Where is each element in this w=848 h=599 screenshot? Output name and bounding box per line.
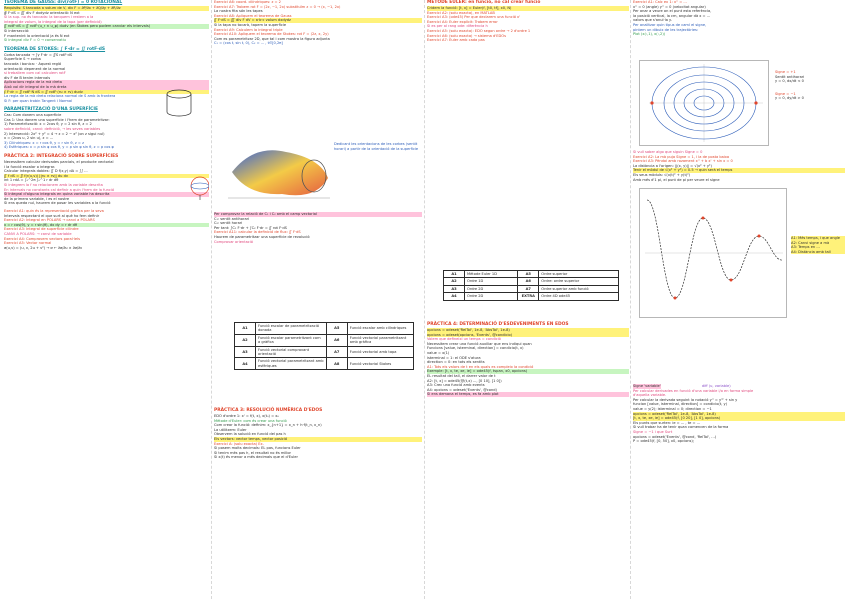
- formula-line: Exemple: [t, x, te, xe, ie] = ode45(f, tspan, x0, opcions): [427, 369, 629, 374]
- note-line: 2) Intersecció: 2x² + y² = 4 → z = 2 − x² (on z sigui nul): [4, 131, 105, 136]
- note-line: funcion [value, isterminal, direction] = condicio(t, y): [633, 402, 728, 407]
- note-line: C₁: sentit antihorari: [214, 216, 250, 221]
- note-line: En intervals no constants cal definir a quin l'hem de la funció: [4, 187, 115, 192]
- exercise-line: Exercici A1: quin és la representació gràfica per la seva: [4, 208, 104, 213]
- note-line: Cas 1: Una donem una superfície i l'hem de parametritzar:: [4, 117, 110, 122]
- note-line: Si posem molts decimals: EL pas, funcions Euler: [214, 446, 301, 451]
- note-line: Com crear la funció: definim: x_{n+1} = x_n + h·f(t_n, x_n): [214, 423, 322, 428]
- note-line: Haurem de parametritzar una superfície de revolució: [214, 234, 310, 239]
- table-row: [444, 285, 619, 292]
- note-line: La nostra fita són les tapes: [214, 9, 263, 14]
- section-title-practica2: PRÀCTICA 2: INTEGRACIÓ SOBRE SUPERFÍCIES: [4, 154, 119, 160]
- table-cell-key: A4: [235, 358, 256, 370]
- plot-note: Signe = +1: [775, 70, 796, 74]
- note-line: Si ens demana el temps, es fa amb plot: [427, 392, 629, 397]
- exercise-line: Exercici A3: Integral de superfície cilindre: [4, 227, 79, 232]
- note-line: Si intersecció:: [4, 28, 30, 33]
- table-row: [444, 293, 619, 300]
- formula-line: C₁ = (cos t, sin t, 0), C₂ = ... , t∈[0,2π]: [214, 41, 283, 46]
- formula-line: ∯ F·dS = ∭ div F dxdydz orientació: N ext: [4, 10, 80, 15]
- formula-line: [t, x, te, xe, ie] = ode45(f, [0 20], [1 0], opcions): [633, 416, 845, 421]
- side-note: A4: Distància amb tall: [791, 250, 845, 255]
- note-line: Això vol dir integral de la mà dreta: [4, 85, 209, 90]
- note-line: La utilitzem: Euler: [214, 427, 247, 432]
- note-line: Si integral d'alguna integrals en quina variable ha descrita: [4, 192, 209, 197]
- table-cell-key: A8: [326, 358, 347, 370]
- table-cell-key: A4: [444, 293, 465, 300]
- note-line: Els seus mòduls: √(x(t)² + y(t)²): [633, 172, 691, 177]
- side-note: A2: Canvi signe a mà: [791, 241, 845, 246]
- table-cell: Funció vectorial comprovant orientació: [256, 346, 327, 358]
- note-line: d'aquella variable.: [633, 393, 667, 398]
- note-line: Com es parametritzar 2D, que tal i com mostra la figura adjunta: [214, 36, 330, 41]
- note-line: 1) Parametrització: x = 2cos θ, y = 2 sin θ, z = 2: [4, 122, 92, 127]
- exercise-line: A1: Tots els valors de t en els quals es compleix la condició: [427, 364, 534, 369]
- table-row: [235, 346, 414, 358]
- exercise-line: Exercici A6: coord. cilíndriques: z = 2: [214, 0, 281, 4]
- note-line: Signe 'variable': [633, 384, 661, 388]
- side-note: A1: Més temps, i que angle: [791, 236, 845, 241]
- table-cell-key: A2: [235, 334, 256, 346]
- exercise-line: Exercici A7: Trobem rot F = (2z, −1, 2x) substituïm z = 0 → (x, −1, 2x): [214, 4, 341, 9]
- note-line: Calcular integrals dobles: ∬ D f(x,y) dA = ∫∫ ...: [4, 169, 88, 174]
- table-cell: Funció escalar amb cilíndriques: [347, 323, 413, 335]
- note-line: Si x(t) és menor a més decimals que el d'Euler: [214, 455, 298, 460]
- table-cell: Ordre 4D ode45: [539, 293, 619, 300]
- note-line: Comprovar orientació: [214, 239, 253, 244]
- note-line: Cas: Com donem una superfície: [4, 113, 62, 118]
- formula-line: ∬ rotF·dS = ∬ rotF·(u_r × u_φ) dudv (en Stokes pero podem canviar els intervals): [4, 24, 209, 29]
- table-cell: Mètode Euler 1D: [465, 271, 518, 278]
- note-line: Si la sup. no és tancada: la tanquem i restem a la: [4, 15, 94, 20]
- table-cell-key: A3: [235, 346, 256, 358]
- exercise-line: Exercici A7: Euler amb cada pas: [427, 38, 485, 43]
- table-cell-key: EXTRA: [518, 293, 539, 300]
- table-row: [444, 271, 619, 278]
- note-line: Si la tapa no tocarà, tapem la superfície: [214, 22, 287, 27]
- table-row: [235, 358, 414, 370]
- table-cell-key: A7: [326, 346, 347, 358]
- plot-note: y = 0, dy/dt > 0: [775, 96, 804, 101]
- note-line: sobre definició, canvi: definició, → les seves variables: [4, 127, 101, 132]
- exercise-line: Intervals respectant el que surt al què ho fem definir: [4, 213, 100, 218]
- note-line: Els vectors: vector temps, vector posició: [214, 437, 422, 442]
- note-line: orientació: depenent de la normal: [4, 66, 66, 71]
- note-line: La regla de la mà dreta relaciona normal de S amb la frontera: [4, 94, 116, 99]
- note-line: Plot (x(:,1), x(:,2)): [633, 32, 666, 37]
- exercise-line: Exercici A5: Vector normal: [4, 241, 52, 246]
- exercise-line: Exercici A1: Calc ex 1: x'' = ...: [633, 0, 687, 4]
- note-line: Aplicacions regla de la mà dreta: [4, 80, 209, 85]
- note-line: Si es per al rang ode: diferència h: [427, 24, 488, 29]
- note-line: Necessitem crear una funció auxiliar que ens indiqui quan: [427, 341, 532, 346]
- note-line: La distància a l'origen: ||(x, y)|| = √(x² + y²): [633, 163, 712, 168]
- exercise-summary-table: [234, 322, 414, 370]
- note-line: int 1 rdA = ∫₀^2π ∫₀^1 r dr dθ: [4, 178, 59, 183]
- table-row: [235, 323, 414, 335]
- figure-caption: Dedicant les orientacions de les corbes (sentit horari) a partir de la orientació de la superfície: [334, 142, 419, 151]
- note-line: Si F: per quan trobin Tangent i Normal: [4, 98, 73, 103]
- exercise-summary-table: [443, 270, 619, 301]
- phase-portrait-plot-icon: [639, 60, 769, 146]
- table-cell-key: A1: [444, 271, 465, 278]
- table-cell: Ordre superior: [539, 271, 619, 278]
- column-2: [214, 0, 422, 599]
- exercise-line: Exercici A10: Apliquem el teorema de Stokes: rot F = (2z, x, 2y): [214, 32, 329, 37]
- note-line: Si ens queda nul, haurem de posar les variables a la funció: [4, 201, 111, 206]
- table-cell: Ordre superior amb funció: [539, 285, 619, 292]
- cylinder-sketch-icon: [159, 88, 199, 118]
- side-note: A3: Temps en ...: [791, 245, 845, 250]
- note-line: C₂: sentit horari: [214, 221, 243, 226]
- exercise-line: Exercici A3: (ode45) Per que declarem una funció x': [427, 15, 521, 20]
- formula-line: ∮ F·dr = ∬ rotF·N dS = ∬ rotF·(ru × rv) dudv: [4, 90, 209, 95]
- note-line: EL resultat del tall, el darrer valor de t: [427, 373, 496, 378]
- damped-oscillation-plot-icon: [639, 188, 787, 318]
- exercise-line: Exercici A6: (solu exacta) → sistema d'EDOs: [427, 33, 506, 38]
- table-cell: Funció escalar de parametrització donada: [256, 323, 327, 335]
- note-line: Per anar a veure on el punt esta referència,: [633, 9, 712, 14]
- note-line: 4) Esfèriques: x = ρ sin φ cos θ, y = ρ sin φ sin θ, z = ρ cos φ: [4, 145, 114, 150]
- section-title-gauss: TEOREMA DE GAUSS: div(rotF) = 0 ROTACIONAL: [4, 0, 123, 5]
- formula-line: ∬ f dS = ∬ f(r(u,v)) ||ru × rv|| du dv: [4, 174, 209, 179]
- section-title-practica4: PRÀCTICA 4: DETERMINACIÓ D'ESDEVENIMENTS EN EDOS: [427, 322, 569, 327]
- formula-line: Cridem la funció: [t, x] = Euler(f, [t0, tf], x0, N): [427, 6, 629, 11]
- formula-line: opcions = odeset(opcions, 'Events', @condicio): [427, 333, 629, 338]
- table-cell: Ordre: ordre superior: [539, 278, 619, 285]
- table-cell: Funció escalar parametritzant com a gràfica: [256, 334, 327, 346]
- note-line: EDO d'ordre 1: x' = f(t, x), x(t₀) = x₀: [214, 414, 279, 418]
- surface-figure-icon: [224, 138, 334, 206]
- note-line: isterminal = 1: el ODE s'atura: [427, 355, 481, 360]
- table-cell-key: A7: [518, 285, 539, 292]
- table-cell-key: A6: [326, 334, 347, 346]
- note-line: Per calcular la derivada seguint la notació y'' = y'² + sin y: [633, 397, 738, 402]
- note-line: Necessitem calcular derivades parcials, el producte vectorial: [4, 160, 114, 165]
- plot-note: y = 0, dx/dt < 0: [775, 79, 804, 84]
- note-line: Superfície S → corba: [4, 57, 41, 62]
- exercise-line: Exercici A: (solu exacta) Ex.: [214, 441, 264, 446]
- exercise-line: Exercici A4: Comprovem vectors paral·lels: [4, 236, 80, 241]
- note-line: Si vull saber algo que siguin Signe = 0: [633, 150, 703, 154]
- table-cell-key: A6: [518, 278, 539, 285]
- table-cell: Ordre 2D: [465, 293, 518, 300]
- formula-line: ∬ F·dS = ∭ div F dV = a·b·c volum dxdydz: [214, 18, 422, 23]
- note-line: Requisits: S tancada a volum de V, div F = ∂P/∂x + ∂Q/∂y + ∂R/∂z: [4, 6, 209, 11]
- note-line: F mantenint la orientació ja és N ext: [4, 33, 70, 38]
- note-line: div F de B tenim intervals: [4, 75, 51, 80]
- note-line: Per comprovar la relació de C₁ i C₂ amb el camp vectorial: [214, 212, 422, 217]
- column-3: [427, 0, 629, 599]
- note-line: Observem la solució en funció del pas h: [214, 432, 286, 437]
- plot-note: Sentit antihorari: [775, 74, 805, 79]
- exercise-line: Exercici A8: Apliquem el teorema de Gauss: [214, 13, 292, 18]
- table-cell-key: A3: [444, 285, 465, 292]
- formula-line: Per tant: ∫C₁ F·dr + ∫C₂ F·dr = ∬ rot F·dS: [214, 225, 287, 230]
- note-line: i la funció escalar o integrar.: [4, 164, 56, 169]
- note-line: Volem que defineixi un temps = condició: [427, 337, 501, 342]
- table-row: [444, 278, 619, 285]
- exercise-line: Exercici A4: Euler explícit: Trobem error: [427, 19, 498, 24]
- note-line: Per calcular derivades en funció d'una variable i/o en forma simple: [633, 388, 754, 393]
- note-line: Tenir el mòdul de √(x² + y²) = 0.5 → quin serà el temps: [633, 168, 845, 173]
- table-cell: Ordre 1D: [465, 278, 518, 285]
- note-line: A2: [t, x] = ode45(@(t,x) ..., [0 10], [1 0]): [427, 378, 502, 383]
- exercise-line: Exercici A5: (solu exacta): EDO segon ordre → 2 d'ordre 1: [427, 28, 531, 33]
- exercise-line: Exercici A2: Integral en POLARS → canvi a POLARS: [4, 218, 95, 223]
- note-line: x = (2cos u, 2 sin u), z = ...: [4, 136, 54, 141]
- table-cell: Funció vectorial amb tapa: [347, 346, 413, 358]
- table-cell: Ordre 2D: [465, 285, 518, 292]
- note-line: pintem un dibuix de les trajectòries:: [633, 27, 699, 32]
- note-line: tancada i bonica: · Aquest regló: [4, 61, 62, 66]
- note-line: Funcions [value, isterminal, direction] = condicio(t, x): [427, 346, 524, 351]
- note-line: la posició vertical, la cm, angular dà x = ...: [633, 13, 711, 18]
- section-title-euler: MÈTODE EULER: en funció, no cal crear funció: [427, 0, 541, 5]
- note-line: 3) Cilíndriques: x = r cos θ, y = r sin θ, z = z: [4, 140, 84, 145]
- column-4: [633, 0, 845, 599]
- note-line: Si vull trobar ha de tenir quan comencen de la forma: [633, 425, 729, 430]
- plot-note: Signe = −1: [775, 91, 796, 96]
- exercise-line: Exercici A3: Pèndol amb rozament x'' + b x' + sin x = 0: [633, 159, 733, 164]
- formula-line: opcions = odeset('RelTol', 1e-8, 'AbsTol', 1e-8): [633, 412, 845, 417]
- note-line: x'' = 0 (angle) y'' = 0 (velocitat angular): [633, 4, 706, 9]
- exercise-line: Exercici A2: (solu exacta), en MATLAB: [427, 10, 495, 15]
- note-line: Mètode d'Euler: com és crear una funció: [214, 418, 287, 423]
- exercise-line: CANVI A POLARS: → canvi de variable: [4, 231, 72, 236]
- sphere-sketch-icon: [189, 175, 209, 201]
- exercise-line: Exercici A9: Calculem la integral triple: [214, 27, 283, 32]
- note-line: Amb més d'1 pi, el punt de pi per veure el signe: [633, 177, 720, 182]
- note-line: si treballem com cal calculem rotF: [4, 71, 66, 76]
- column-divider: [211, 0, 213, 599]
- note-line: Si integrem la f no relacionem amb la variable descrita: [4, 183, 103, 187]
- note-line: Per analitzar quin tipus de camí el signe,: [633, 22, 707, 27]
- exercise-line: Exercici A11: calcular la definició de flux: ∬ F·dS: [214, 230, 301, 235]
- note-line: value = x(1): [427, 350, 450, 355]
- table-cell-key: A5: [518, 271, 539, 278]
- note-line: integral de volum, la integral de la tapa (per definició): [4, 19, 102, 24]
- table-row: [235, 334, 414, 346]
- section-title-param: PARAMETRITZACIÓ D'UNA SUPERFÍCIE: [4, 107, 99, 113]
- table-cell-key: A5: [326, 323, 347, 335]
- table-cell-key: A2: [444, 278, 465, 285]
- section-title-stokes: TEOREMA DE STOKES: ∫ F·dr = ∬ rotF·dS: [4, 46, 106, 52]
- note-line: Signe = −1 i que Surt: [633, 429, 673, 434]
- section-title-practica3: PRÀCTICA 3: RESOLUCIÓ NUMÈRICA D'EDOS: [214, 408, 323, 413]
- table-cell-key: A1: [235, 323, 256, 335]
- note-line: Els punts que surten: ie = ... , te = ...: [633, 420, 701, 425]
- note-line: P = ode45(f, [0, 50], x0, opcions);: [633, 439, 695, 444]
- note-line: Si integral div F = 0 → conservatiu: [4, 38, 66, 43]
- table-cell: Funció vectorial Stokes: [347, 358, 413, 370]
- column-divider: [630, 0, 632, 599]
- exercise-line: σ(u,v) = (u, v, 2u + v²) → σ ← ∂σ/∂u × ∂σ/∂v: [4, 245, 83, 250]
- table-cell: Funció vectorial parametritzant amb esfèriques: [256, 358, 327, 370]
- formula-line: opcions = odeset('RelTol', 1e-8, 'AbsTol', 1e-8): [427, 328, 629, 333]
- note-line: value = y(2); isterminal = 0; direction = −1: [633, 406, 712, 411]
- note-line: diff (u, variable): [701, 384, 731, 388]
- exercise-line: x = r cos(θ), y = r sin(θ), dx dy = r dr dθ: [4, 223, 209, 228]
- note-line: A4: opcions = odeset('Events', @cond): [427, 387, 497, 392]
- note-line: Si tenim més pas h, el resultat no és millor: [214, 450, 292, 455]
- table-cell: Funció vectorial parametritzant amb gràfica: [347, 334, 413, 346]
- note-line: direction = 0: en tots els sentits: [427, 360, 485, 365]
- column-1: [4, 0, 209, 599]
- note-line: A3: Crec una funció amb events: [427, 383, 485, 388]
- column-divider: [424, 0, 426, 599]
- note-line: valors que s'anul·la y.: [633, 18, 672, 23]
- exercise-line: Exercici A2: La mà puja Signe = 1, i la de posta baixa: [633, 154, 730, 159]
- note-line: opcions = odeset('Events', @cond, 'RelTol', ...): [633, 434, 717, 439]
- note-line: de la primera variable, i es el nostre: [4, 196, 70, 201]
- note-line: Corba tancada → ∫γ F·dr = ∬S rotF·dS: [4, 52, 73, 57]
